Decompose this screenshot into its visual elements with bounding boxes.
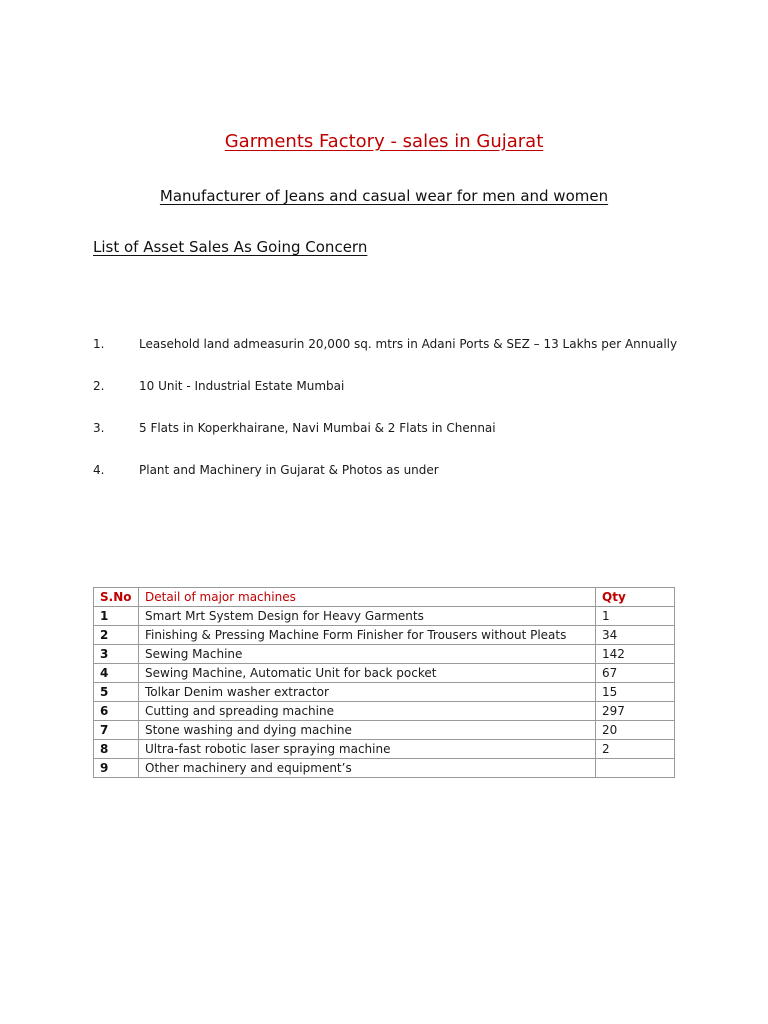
machines-table: [93, 587, 675, 778]
table-row: [94, 721, 675, 740]
column-header-detail: Detail of major machines: [139, 588, 596, 607]
list-item-number: 4.: [93, 463, 105, 477]
cell-sno: 8: [94, 740, 139, 759]
cell-detail: Smart Mrt System Design for Heavy Garments: [139, 607, 596, 626]
list-item: [93, 463, 733, 505]
table-row: [94, 626, 675, 645]
cell-qty: 142: [596, 645, 675, 664]
table-row: [94, 645, 675, 664]
table-row: [94, 759, 675, 778]
list-item-text: Plant and Machinery in Gujarat & Photos as under: [139, 463, 439, 477]
cell-detail: Ultra-fast robotic laser spraying machine: [139, 740, 596, 759]
list-item: [93, 379, 733, 421]
list-item: [93, 337, 733, 379]
cell-detail: Sewing Machine, Automatic Unit for back pocket: [139, 664, 596, 683]
cell-detail: Tolkar Denim washer extractor: [139, 683, 596, 702]
table-row: [94, 664, 675, 683]
cell-qty: 34: [596, 626, 675, 645]
cell-sno: 7: [94, 721, 139, 740]
table-row: [94, 740, 675, 759]
asset-list: [93, 337, 733, 505]
cell-detail: Finishing & Pressing Machine Form Finisher for Trousers without Pleats: [139, 626, 596, 645]
cell-detail: Cutting and spreading machine: [139, 702, 596, 721]
list-item-text: Leasehold land admeasurin 20,000 sq. mtrs in Adani Ports & SEZ – 13 Lakhs per Annually: [139, 337, 678, 351]
cell-sno: 2: [94, 626, 139, 645]
cell-sno: 3: [94, 645, 139, 664]
section-heading: List of Asset Sales As Going Concern: [93, 238, 368, 256]
list-item-number: 3.: [93, 421, 105, 435]
cell-qty: 15: [596, 683, 675, 702]
list-item: [93, 421, 733, 463]
cell-detail: Other machinery and equipment’s: [139, 759, 596, 778]
cell-detail: Sewing Machine: [139, 645, 596, 664]
cell-sno: 6: [94, 702, 139, 721]
cell-sno: 4: [94, 664, 139, 683]
table-row: [94, 702, 675, 721]
column-header-sno: S.No: [94, 588, 139, 607]
cell-qty: 67: [596, 664, 675, 683]
column-header-qty: Qty: [596, 588, 675, 607]
list-item-number: 2.: [93, 379, 105, 393]
list-item-text: 10 Unit - Industrial Estate Mumbai: [139, 379, 345, 393]
cell-sno: 5: [94, 683, 139, 702]
table-row: [94, 683, 675, 702]
document-title: Garments Factory - sales in Gujarat: [224, 131, 544, 152]
cell-qty: 20: [596, 721, 675, 740]
cell-qty: 297: [596, 702, 675, 721]
table-header-row: [94, 588, 675, 607]
cell-qty: [596, 759, 675, 778]
list-item-text: 5 Flats in Koperkhairane, Navi Mumbai & 2 Flats in Chennai: [139, 421, 496, 435]
document-subtitle: Manufacturer of Jeans and casual wear for men and women: [159, 187, 609, 205]
cell-qty: 1: [596, 607, 675, 626]
list-item-number: 1.: [93, 337, 105, 351]
cell-qty: 2: [596, 740, 675, 759]
cell-sno: 1: [94, 607, 139, 626]
cell-sno: 9: [94, 759, 139, 778]
table-row: [94, 607, 675, 626]
cell-detail: Stone washing and dying machine: [139, 721, 596, 740]
